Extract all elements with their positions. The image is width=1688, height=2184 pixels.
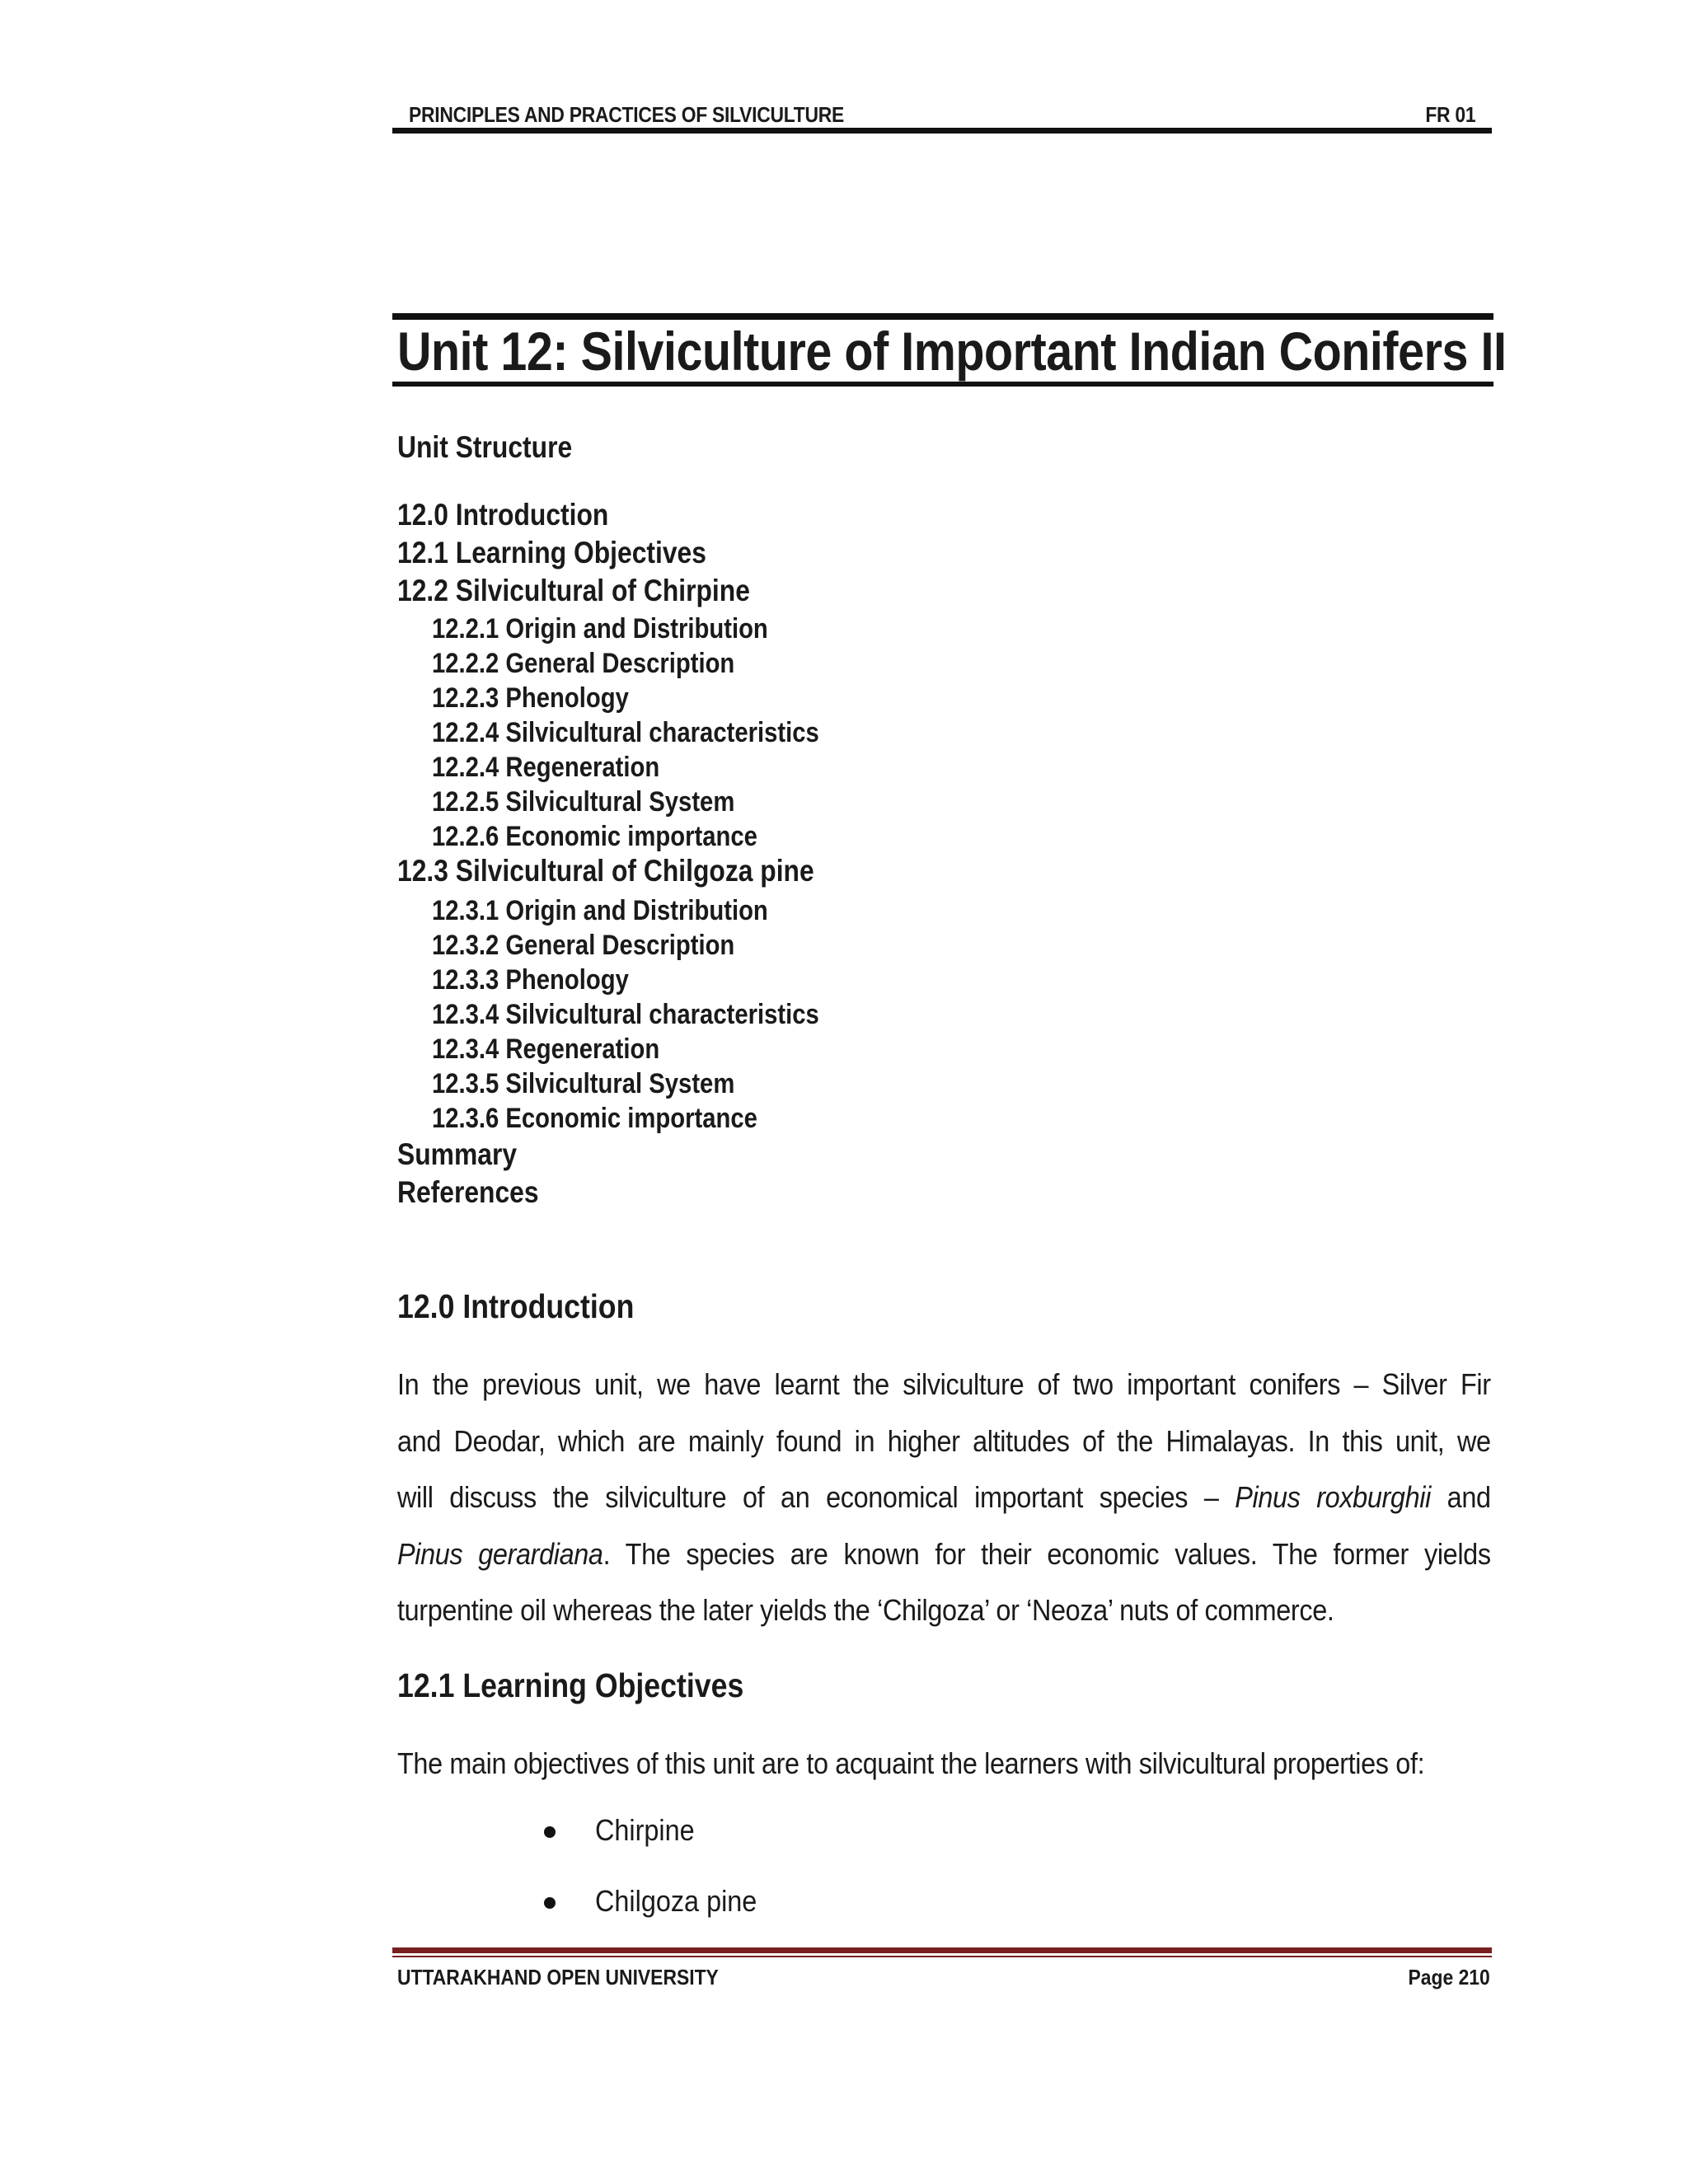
toc-item: 12.1 Learning Objectives bbox=[397, 536, 706, 569]
toc-item: 12.2.6 Economic importance bbox=[432, 821, 757, 852]
list-item-text: Chirpine bbox=[595, 1813, 695, 1847]
text-run: . The species are known for their economic values. The former yields bbox=[603, 1536, 1491, 1571]
footer-rule-thin bbox=[392, 1956, 1492, 1957]
toc-item: References bbox=[397, 1175, 539, 1209]
header-rule bbox=[392, 128, 1492, 134]
species-name: Pinus gerardiana bbox=[397, 1536, 603, 1571]
footer-university: UTTARAKHAND OPEN UNIVERSITY bbox=[397, 1965, 719, 1990]
toc-item: 12.2.2 General Description bbox=[432, 648, 735, 679]
paragraph-line: turpentine oil whereas the later yields the ‘Chilgoza’ or ‘Neoza’ nuts of commerce. bbox=[397, 1593, 1334, 1627]
toc-item: 12.3.6 Economic importance bbox=[432, 1103, 757, 1134]
toc-item: 12.3 Silvicultural of Chilgoza pine bbox=[397, 854, 814, 888]
species-name: Pinus roxburghii bbox=[1235, 1480, 1431, 1514]
toc-item: 12.3.3 Phenology bbox=[432, 964, 629, 996]
toc-item: 12.2.4 Silvicultural characteristics bbox=[432, 717, 819, 748]
unit-structure-heading: Unit Structure bbox=[397, 430, 573, 464]
introduction-paragraph bbox=[397, 1357, 1492, 1639]
toc-item: 12.2.4 Regeneration bbox=[432, 752, 660, 783]
footer-rule bbox=[392, 1947, 1492, 1953]
toc-item: Summary bbox=[397, 1137, 518, 1171]
paragraph-line bbox=[397, 1469, 1491, 1526]
toc-item: 12.2.1 Origin and Distribution bbox=[432, 613, 768, 644]
bullet-icon bbox=[544, 1897, 556, 1909]
learning-objectives-heading: 12.1 Learning Objectives bbox=[397, 1666, 744, 1704]
objectives-paragraph bbox=[397, 1736, 1492, 1793]
paragraph-line: The main objectives of this unit are to acquaint the learners with silvicultural properties of: bbox=[397, 1746, 1425, 1780]
paragraph-line: In the previous unit, we have learnt the silviculture of two important conifers – Silver Fir bbox=[397, 1367, 1491, 1401]
unit-title: Unit 12: Silviculture of Important Indian Conifers II bbox=[397, 321, 1507, 382]
toc-item: 12.3.2 General Description bbox=[432, 930, 735, 961]
toc-item: 12.0 Introduction bbox=[397, 498, 609, 532]
toc-item: 12.3.4 Silvicultural characteristics bbox=[432, 999, 819, 1030]
toc-item: 12.3.5 Silvicultural System bbox=[432, 1068, 735, 1099]
header-course-code: FR 01 bbox=[1425, 102, 1475, 127]
text-run: will discuss the silviculture of an economical important species – bbox=[397, 1480, 1236, 1514]
toc-item: 12.2 Silvicultural of Chirpine bbox=[397, 574, 750, 607]
toc-item: 12.3.4 Regeneration bbox=[432, 1033, 660, 1065]
bullet-icon bbox=[544, 1826, 556, 1838]
page-number: Page 210 bbox=[1408, 1965, 1490, 1990]
title-bottom-rule bbox=[392, 382, 1493, 387]
text-run: and bbox=[1430, 1480, 1491, 1514]
paragraph-line: and Deodar, which are mainly found in higher altitudes of the Himalayas. In this unit, we bbox=[397, 1423, 1491, 1458]
header-course-title: PRINCIPLES AND PRACTICES OF SILVICULTURE bbox=[409, 102, 844, 127]
list-item-text: Chilgoza pine bbox=[595, 1884, 757, 1918]
introduction-heading: 12.0 Introduction bbox=[397, 1287, 635, 1325]
toc-item: 12.2.3 Phenology bbox=[432, 682, 629, 714]
title-top-rule bbox=[392, 313, 1493, 320]
toc-item: 12.3.1 Origin and Distribution bbox=[432, 895, 768, 926]
paragraph-line bbox=[397, 1526, 1491, 1583]
toc-item: 12.2.5 Silvicultural System bbox=[432, 786, 735, 818]
